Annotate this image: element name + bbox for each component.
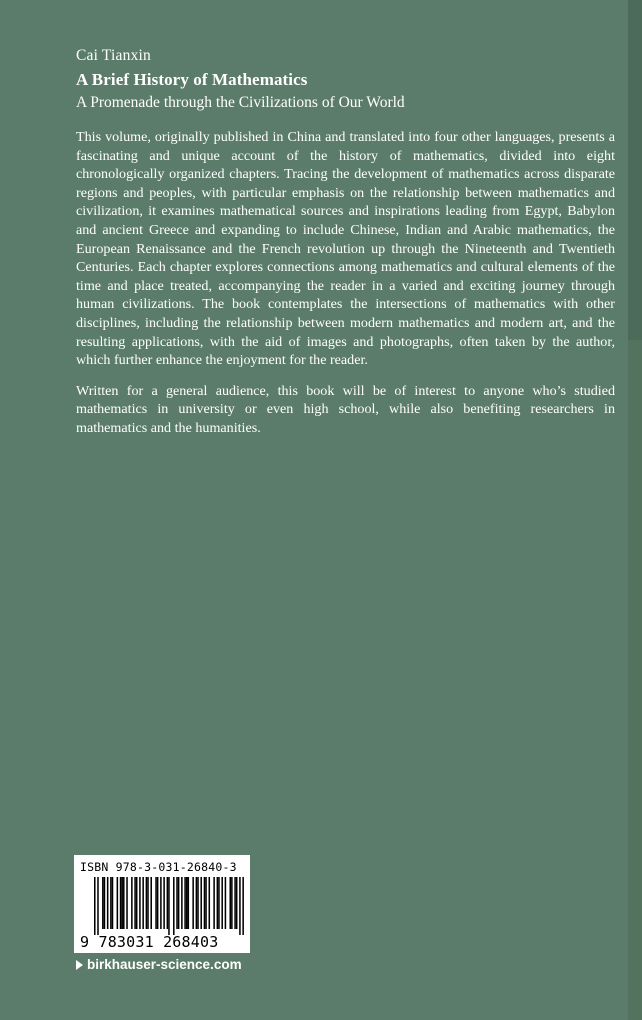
spine-shadow xyxy=(628,0,642,340)
barcode-bar xyxy=(218,877,220,929)
barcode-bar xyxy=(229,877,231,929)
barcode-bar xyxy=(134,877,136,929)
barcode-bar xyxy=(120,877,122,929)
barcode-bar xyxy=(231,877,233,929)
arrow-right-icon xyxy=(76,960,83,970)
barcode-bar xyxy=(192,877,194,929)
barcode-bar xyxy=(150,877,152,929)
barcode-bar xyxy=(196,877,198,929)
barcode-bar xyxy=(209,877,211,929)
book-title: A Brief History of Mathematics xyxy=(76,70,308,89)
barcode-bar xyxy=(217,877,219,929)
publisher-website[interactable] xyxy=(76,957,242,972)
barcode-bar xyxy=(155,877,157,929)
barcode-bar xyxy=(160,877,162,929)
barcode-bar xyxy=(168,877,170,935)
barcode-bar xyxy=(147,877,149,929)
barcode-bar xyxy=(126,877,128,929)
description-paragraph: This volume, originally published in China and translated into four other languages, presents a fascinating and unique account of the history of mathematics, divided into eight chronologically organized chapters. Tracing the development of mathematics across disparate regions and peoples, with particular emphasis on the relationship between mathematics and civilization, it examines mathematical sources and inspirations leading from Egypt, Babylon and ancient Greece and expanding to include Chinese, Indian and Arabic mathematics, the European Renaissance and the French revolution up through the Nineteenth and Twentieth Centuries. Each chapter explores connections among mathematics and cultural elements of the time and place treated, accompanying the reader in a varied and exciting journey through human civilizations. The book contemplates the intersections of mathematics with other disciplines, including the relationship between modern mathematics and modern art, and the resulting applications, with the aid of images and photographs, often taken by the author, which further enhance the enjoyment for the reader. xyxy=(76,129,615,369)
barcode-bar xyxy=(225,877,227,929)
website-label: birkhauser-science.com xyxy=(87,957,242,972)
barcode-bar xyxy=(186,877,188,929)
barcode-bar xyxy=(97,877,99,935)
barcode-bar xyxy=(204,877,206,929)
barcode-bar xyxy=(167,877,169,929)
barcode-bar xyxy=(110,877,112,929)
barcode-block xyxy=(74,855,250,953)
barcode-bar xyxy=(200,877,202,929)
barcode-bar xyxy=(197,877,199,929)
isbn-label: ISBN 978-3-031-26840-3 xyxy=(80,860,237,874)
barcode-bar xyxy=(123,877,125,929)
barcode-bar xyxy=(112,877,114,929)
author-name: Cai Tianxin xyxy=(76,47,151,64)
barcode-bar xyxy=(184,877,186,929)
barcode-bar xyxy=(121,877,123,929)
barcode-bar xyxy=(188,877,190,929)
barcode-bar xyxy=(107,877,109,929)
barcode-bar xyxy=(104,877,106,929)
barcode-bar xyxy=(181,877,183,929)
barcode-bar xyxy=(173,877,175,935)
barcode-bar xyxy=(178,877,180,929)
barcode-bar xyxy=(146,877,148,929)
barcode-bar xyxy=(236,877,238,929)
barcode-number: 9 783031 268403 xyxy=(80,933,219,951)
barcode-bars xyxy=(94,877,244,935)
barcode-bar xyxy=(131,877,133,929)
barcode-bar xyxy=(94,877,96,935)
barcode-bar xyxy=(163,877,165,929)
barcode-bar xyxy=(157,877,159,929)
barcode-bar xyxy=(136,877,138,929)
barcode-bar xyxy=(239,877,241,935)
barcode-bar xyxy=(142,877,144,929)
barcode-bar xyxy=(221,877,223,929)
barcode-bar xyxy=(139,877,141,929)
barcode-bar xyxy=(205,877,207,929)
barcode-bar xyxy=(176,877,178,929)
barcode-bar xyxy=(117,877,119,929)
book-description xyxy=(76,128,615,438)
barcode-bar xyxy=(102,877,104,929)
book-subtitle: A Promenade through the Civilizations of Our World xyxy=(76,94,405,111)
barcode-bar xyxy=(242,877,244,935)
description-paragraph: Written for a general audience, this book will be of interest to anyone who’s studied mathematics in university or even high school, while also benefiting researchers in mathematics and the humanities. xyxy=(76,382,615,436)
barcode-bar xyxy=(213,877,215,929)
barcode-bar xyxy=(234,877,236,929)
